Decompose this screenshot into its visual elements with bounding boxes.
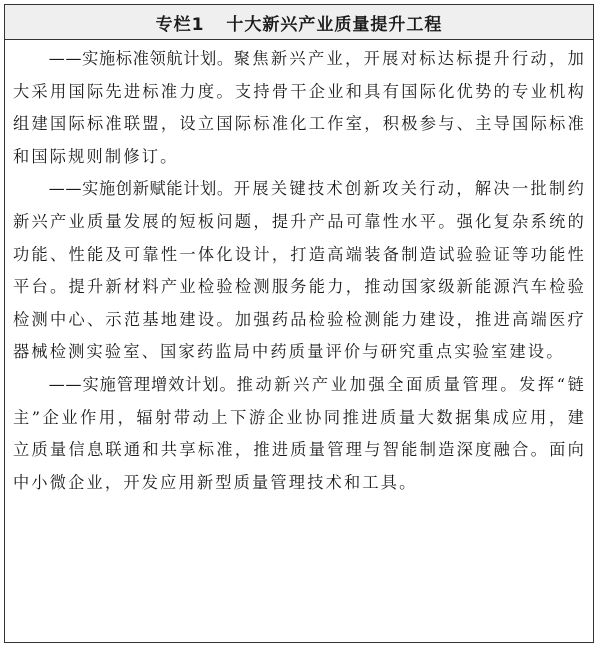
paragraph-lead: ——实施创新赋能计划。 xyxy=(48,179,234,199)
paragraph-management xyxy=(13,369,586,499)
column-content xyxy=(5,40,593,499)
column-header xyxy=(5,5,593,40)
column-title: 十大新兴产业质量提升工程 xyxy=(226,14,443,35)
paragraph-text: 推动新兴产业加强全面质量管理。发挥“链主”企业作用，辐射带动上下游企业协同推进质量大数据集成应用，建立质量信息联通和共享标准，推进质量管理与智能制造深度融合。面向中小微企业，开发应用新型质量管理技术和工具。 xyxy=(13,374,587,492)
paragraph-lead: ——实施管理增效计划。 xyxy=(48,374,237,394)
paragraph-text: 开展关键技术创新攻关行动，解决一批制约新兴产业质量发展的短板问题，提升产品可靠性水平。强化复杂系统的功能、性能及可靠性一体化设计，打造高端装备制造试验验证等功能性平台。提升新材料产业检验检测服务能力，推动国家级新能源汽车检验检测中心、示范基地建设。加强药品检验检测能力建设，推进高端医疗器械检测实验室、国家药监局中药质量评价与研究重点实验室建设。 xyxy=(13,179,586,362)
paragraph-text: 聚焦新兴产业，开展对标达标提升行动，加大采用国际先进标准力度。支持骨干企业和具有国际化优势的专业机构组建国际标准联盟，设立国际标准化工作室，积极参与、主导国际标准和国际规则制修订。 xyxy=(13,49,586,166)
paragraph-standards xyxy=(13,43,586,173)
column-box xyxy=(4,4,594,643)
column-label: 专栏1 xyxy=(155,14,205,35)
paragraph-innovation xyxy=(13,173,586,369)
paragraph-lead: ——实施标准领航计划。 xyxy=(48,49,234,68)
